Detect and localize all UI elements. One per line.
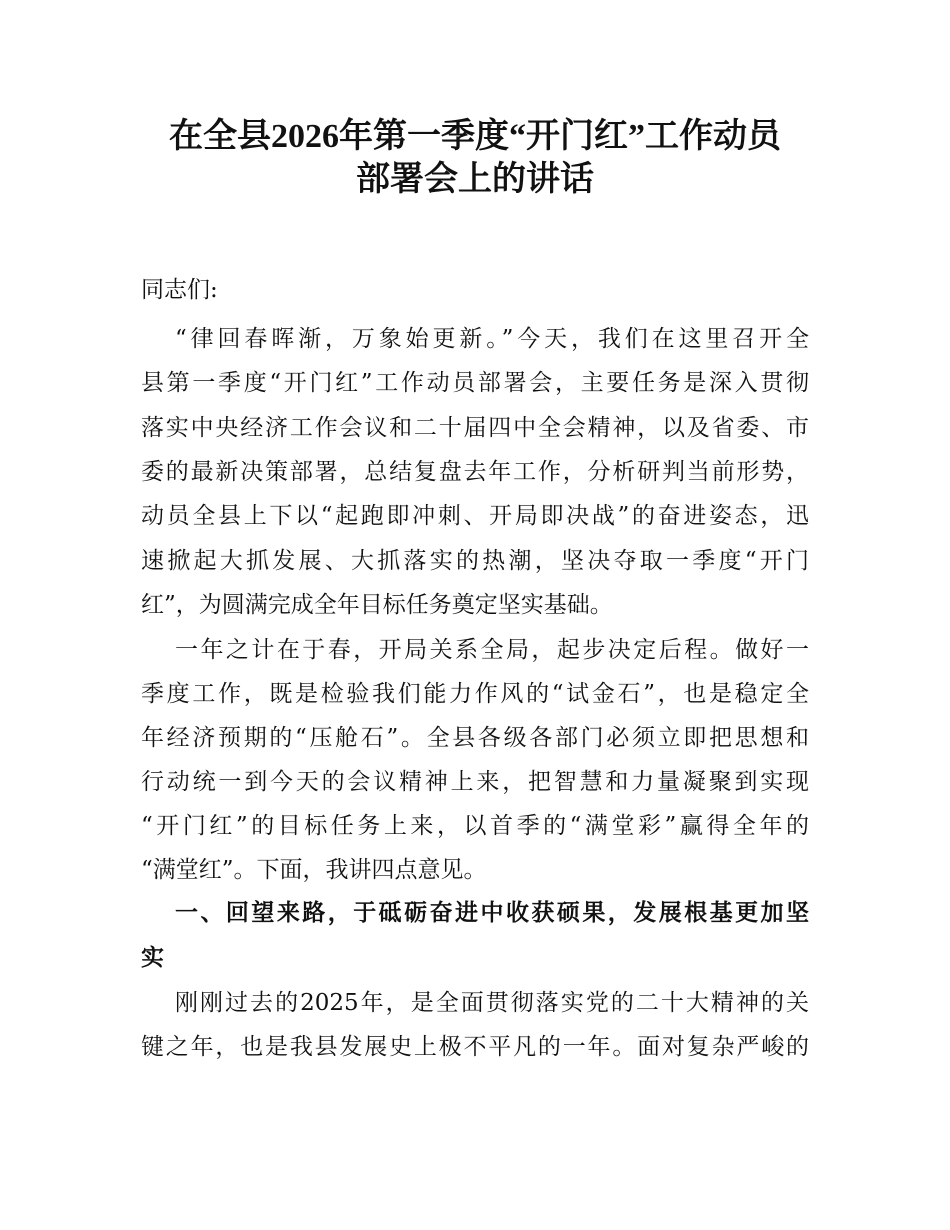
paragraph-2-line: 一年之计在于春，开局关系全局，起步决定后程。做好一 (175, 637, 809, 663)
paragraph-2-line: 行动统一到今天的会议精神上来，把智慧和力量凝聚到实现 (141, 769, 809, 795)
paragraph-1-line: 动员全县上下以“起跑即冲刺、开局即决战”的奋进姿态，迅 (141, 503, 809, 529)
paragraph-3-line: 键之年，也是我县发展史上极不平凡的一年。面对复杂严峻的 (141, 1034, 809, 1060)
paragraph-2-line: 季度工作，既是检验我们能力作风的“试金石”，也是稳定全 (141, 681, 809, 707)
paragraph-1-line: 速掀起大抓发展、大抓落实的热潮，坚决夺取一季度“开门 (141, 548, 809, 574)
paragraph-1-line: “律回春晖渐，万象始更新。”今天，我们在这里召开全 (175, 326, 809, 352)
paragraph-2-line: “满堂红”。下面，我讲四点意见。 (141, 857, 487, 883)
paragraph-3-line: 刚刚过去的2025年，是全面贯彻落实党的二十大精神的关 (175, 990, 809, 1016)
section-1-heading-line: 一、回望来路，于砥砺奋进中收获硕果，发展根基更加坚 (175, 900, 809, 926)
paragraph-1-line: 县第一季度“开门红”工作动员部署会，主要任务是深入贯彻 (141, 370, 809, 396)
paragraph-1-line: 红”，为圆满完成全年目标任务奠定坚实基础。 (141, 592, 613, 618)
paragraph-1-line: 落实中央经济工作会议和二十届四中全会精神，以及省委、市 (141, 415, 809, 441)
paragraph-1-line: 委的最新决策部署，总结复盘去年工作，分析研判当前形势， (141, 459, 809, 485)
salutation: 同志们: (141, 277, 218, 303)
section-1-heading-line: 实 (141, 945, 164, 971)
paragraph-2-line: “开门红”的目标任务上来，以首季的“满堂彩”赢得全年的 (141, 813, 809, 839)
paragraph-2-line: 年经济预期的“压舱石”。全县各级各部门必须立即把思想和 (141, 725, 809, 751)
document-title-line-1: 在全县2026年第一季度“开门红”工作动员 (169, 118, 781, 155)
document-title-line-2: 部署会上的讲话 (356, 161, 594, 198)
